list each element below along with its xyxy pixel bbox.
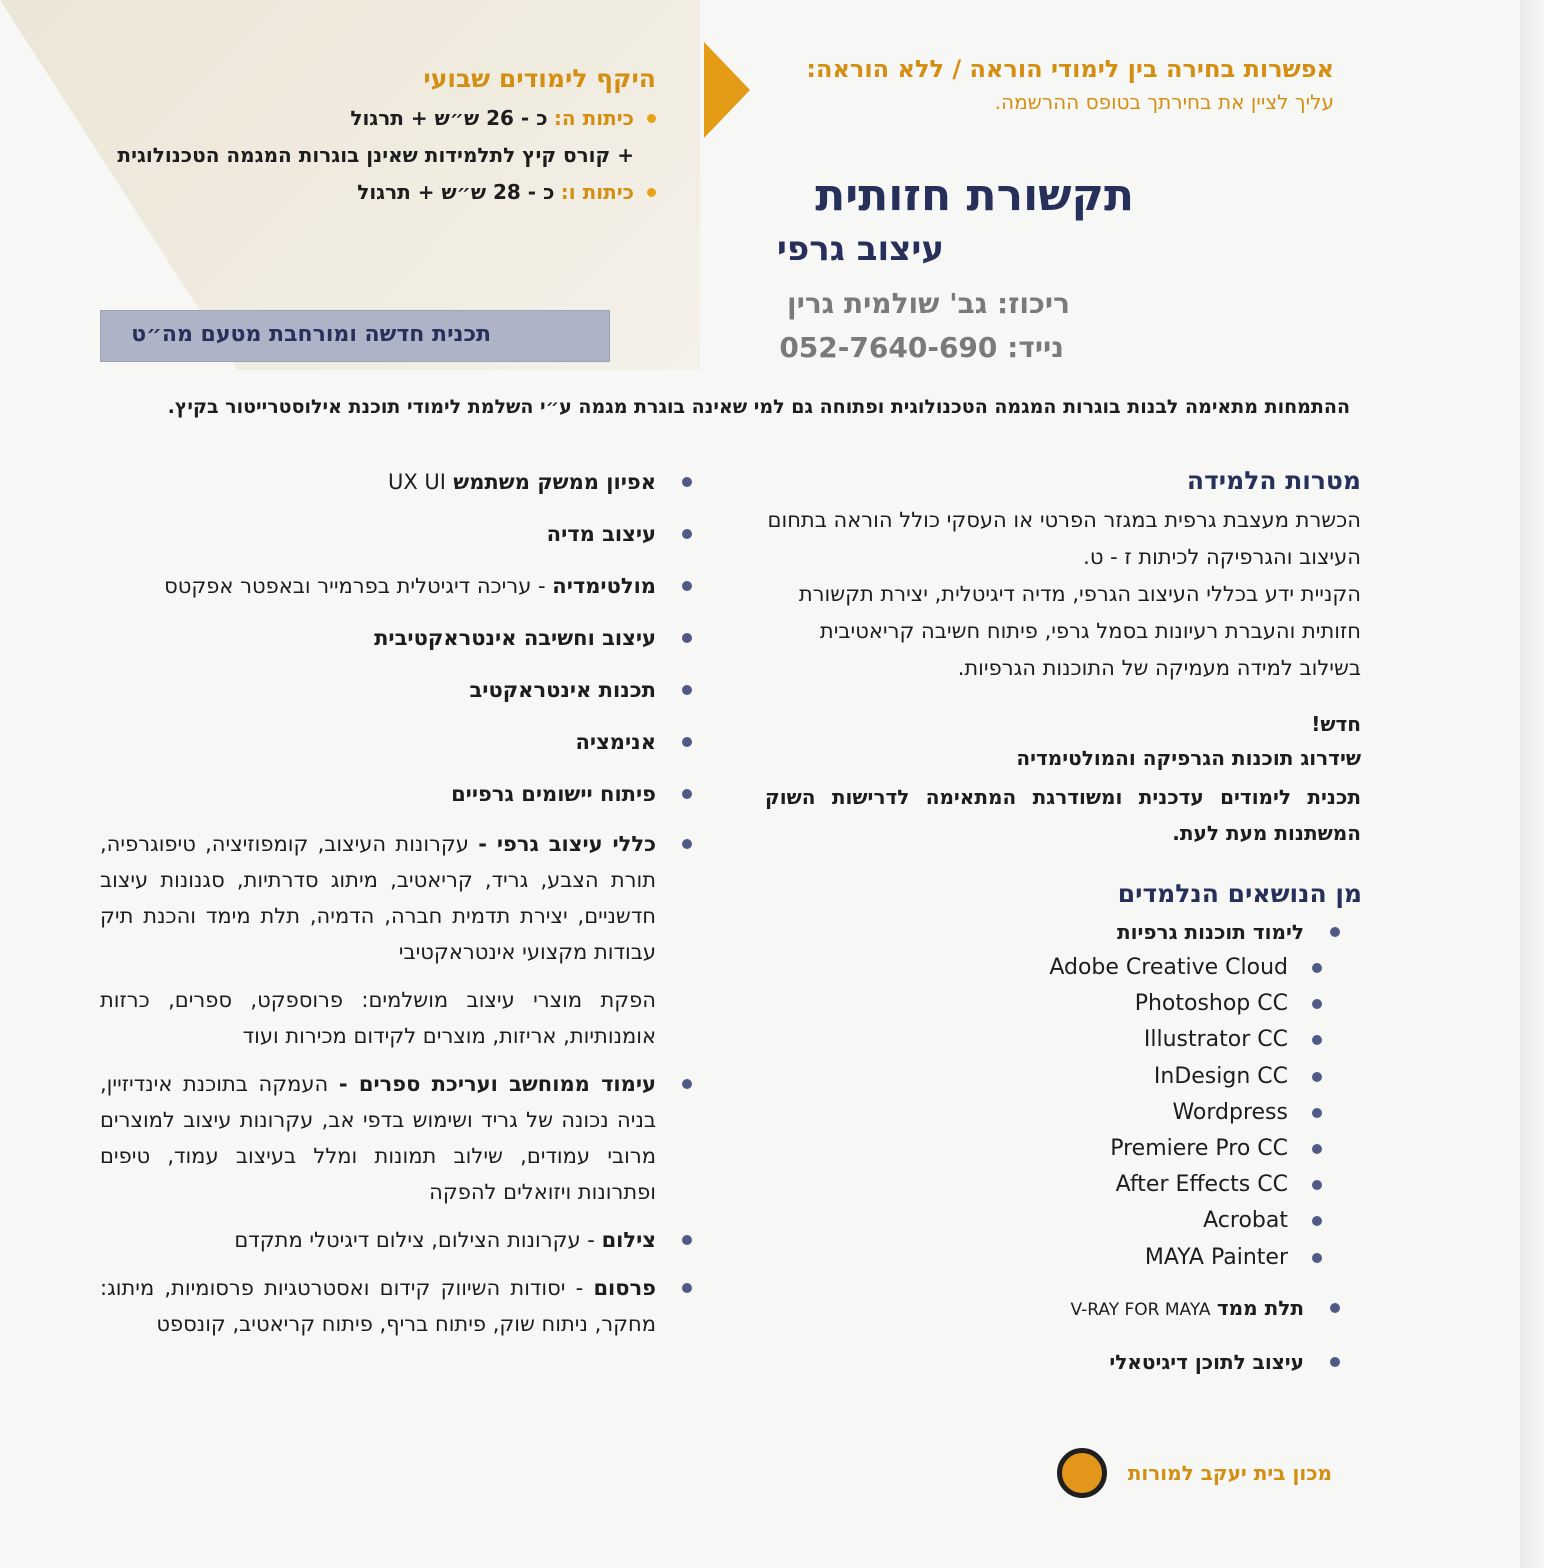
topic-ux-label: אפיון ממשק משתמש [446,470,656,494]
goals-paragraph-1: הכשרת מעצבת גרפית במגזר הפרטי או העסקי כולל הוראה בתחום העיצוב והגרפיקה לכיתות ז - ט. [767,508,1361,569]
topic-ad-label: פרסום [593,1276,656,1300]
grade-h-line [100,100,656,137]
bullet-icon [682,1283,692,1293]
topic-graphic-label: כללי עיצוב גרפי - [478,832,656,856]
software-item [960,1095,1322,1131]
topic-apps [100,776,692,812]
bullet-icon [682,581,692,591]
topic-animation-label: אנימציה [575,730,656,754]
bullet-icon [1330,927,1340,937]
bullet-icon [647,188,656,197]
new-text: תכנית לימודים עדכנית ומשודרגת המתאימה לדרישות השוק המשתנות מעת לעת. [765,785,1361,845]
bullet-icon [647,114,656,123]
bullet-icon [1312,1253,1322,1263]
arrow-icon [704,42,750,138]
bullet-icon [682,737,692,747]
logo-circle-icon [1057,1448,1107,1498]
topic-digital-label: עיצוב לתוכן דיגיטאלי [1109,1350,1304,1374]
bullet-icon [682,529,692,539]
topic-ux-latin: UX UI [388,470,446,494]
topics-list [1000,914,1340,950]
software-item [960,1131,1322,1167]
software-name: Illustrator CC [1143,1027,1288,1053]
weekly-scope [100,60,656,211]
summer-course: + קורס קיץ לתלמידות שאינן בוגרות המגמה הטכנולוגית [117,143,634,167]
option-block [760,52,1334,118]
option-title: אפשרות בחירה בין לימודי הוראה / ללא הוראה: [806,55,1334,83]
topic-photo [100,1222,692,1258]
software-item [960,986,1322,1022]
program-title: תקשורת חזותית [815,170,1134,221]
topics-section [1000,874,1362,914]
software-name: Photoshop CC [1134,991,1288,1017]
topics-list-extra [1000,1290,1340,1380]
bullet-icon [1312,963,1322,973]
topic-software [1000,914,1340,950]
grade-i-line [100,174,656,211]
software-item [960,1022,1322,1058]
topic-media-label: עיצוב מדיה [546,522,656,546]
bullet-icon [682,1235,692,1245]
software-name: InDesign CC [1153,1063,1288,1089]
grade-i-label: כיתות ו: [560,180,634,204]
footer-text: מכון בית יעקב למורות [1127,1461,1332,1485]
left-topics [100,464,692,1342]
software-name: Premiere Pro CC [1110,1136,1288,1162]
topic-photo-text: - עקרונות הצילום, צילום דיגיטלי מתקדם [234,1228,602,1252]
bullet-icon [1312,1180,1322,1190]
software-name: Wordpress [1172,1099,1288,1125]
topic-ad [100,1270,692,1342]
topic-multimedia-text: - עריכה דיגיטלית בפרמייר ובאפטר אפקטס [164,574,553,598]
software-item [960,1059,1322,1095]
bullet-icon [682,633,692,643]
goals-section [765,462,1361,851]
bullet-icon [1312,999,1322,1009]
topic-3d [1000,1290,1340,1328]
topic-multimedia [100,568,692,604]
topic-media [100,516,692,552]
topic-interactive-content [100,672,692,708]
coordinator: ריכוז: גב' שולמית גרין [786,287,1070,320]
software-list [960,950,1322,1276]
bullet-icon [1312,1035,1322,1045]
tag-text: תכנית חדשה ומורחבת מטעם מה״ט [131,322,491,347]
grade-i-text: כ - 28 ש״ש + תרגול [357,180,555,204]
software-item [960,1240,1322,1276]
new-label: חדש! [1311,712,1361,736]
bullet-icon [682,477,692,487]
goals-title: מטרות הלמידה [1186,466,1361,495]
software-item [960,950,1322,986]
topic-animation [100,724,692,760]
program-subtitle: עיצוב גרפי [776,229,944,269]
option-subtitle: עליך לציין את בחירתך בטופס ההרשמה. [994,90,1334,114]
bullet-icon [682,789,692,799]
page-edge [1520,0,1544,1568]
topic-ad-text: - יסודות השיווק קידום ואסטרטגיות פרסומיות, מיתוג: מחקר, ניתוח שוק, פיתוח בריף, פיתוח קריאטיב, קונספט [100,1276,656,1336]
topic-multimedia-label: מולטימדיה [552,574,656,598]
bullet-icon [682,685,692,695]
new-program-tag [100,310,610,362]
bullet-icon [1312,1216,1322,1226]
bullet-icon [682,1079,692,1089]
topic-interactive-content-label: תכנות אינטראקטיב [469,678,656,702]
topics-title: מן הנושאים הנלמדים [1117,879,1362,908]
bullet-icon [1330,1357,1340,1367]
topic-graphic [100,826,692,970]
software-name: Acrobat [1203,1208,1288,1234]
intro: ההתמחות מתאימה לבנות בוגרות המגמה הטכנולוגית ופתוחה גם למי שאינה בוגרת מגמה ע״י השלמת לימודי תוכנת אילוסטרייטור בקיץ. [167,396,1350,418]
topic-graphic-text: עקרונות העיצוב, קומפוזיציה, טיפוגרפיה, תורת הצבע, גריד, קריאטיב, מיתוג סדרתיות, סגנונות עיצוב חדשניים, יצירת תדמית חברה, הדמיה, תלת מימד והכנת תיק עבודות מקצועי אינטראקטיבי [100,832,656,964]
bullet-icon [1330,1303,1340,1313]
topic-software-label: לימוד תוכנות גרפיות [1116,920,1304,944]
topic-interactive-design-label: עיצוב וחשיבה אינטראקטיבית [374,626,656,650]
grade-h-text: כ - 26 ש״ש + תרגול [350,106,548,130]
bullet-icon [1312,1072,1322,1082]
topic-photo-label: צילום [601,1228,656,1252]
topic-apps-label: פיתוח יישומים גרפיים [451,782,656,806]
software-item [960,1167,1322,1203]
bullet-icon [1312,1108,1322,1118]
topic-3d-label: תלת ממד [1216,1296,1304,1320]
topic-production-text: הפקת מוצרי עיצוב מושלמים: פרוספקט, ספרים, כרזות אומנותיות, אריזות, מוצרים לקידום מכירות ועוד [100,988,656,1048]
phone: נייד: 052-7640-690 [779,331,1064,364]
topic-interactive-design [100,620,692,656]
goals-paragraph-2: הקניית ידע בכללי העיצוב הגרפי, מדיה דיגיטלית, יצירת תקשורת חזותית והעברת רעיונות בסמל גרפי, פיתוח חשיבה קריאטיבית בשילוב למידה מעמיקה של התוכנות הגרפיות. [798,582,1361,680]
topic-ux [100,464,692,500]
software-name: Adobe Creative Cloud [1049,955,1288,980]
program-block [740,168,1134,370]
topic-layout [100,1066,692,1210]
bullet-icon [1312,1144,1322,1154]
new-line: שידרוג תוכנות הגרפיקה והמולטימדיה [1016,746,1361,770]
grade-h-label: כיתות ה: [553,106,634,130]
software-name: After Effects CC [1115,1172,1288,1198]
software-name: MAYA Painter [1144,1244,1288,1270]
topic-digital [1000,1344,1340,1380]
topic-layout-text: העמקה בתוכנת אינדיזיין, בניה נכונה של גריד ושימוש בדפי אב, עקרונות עיצוב למוצרים מרובי עמודים, שילוב תמונות ומלל בעיצוב עמוד, טיפים ופתרונות ויזואלים להפקה [100,1072,656,1204]
topic-3d-text: V-RAY FOR MAYA [1070,1300,1211,1320]
topic-layout-label: עימוד ממוחשב ועריכת ספרים - [338,1072,656,1096]
weekly-title: היקף לימודים שבועי [423,64,656,93]
topic-production [100,982,692,1054]
bullet-icon [682,839,692,849]
software-item [960,1203,1322,1239]
